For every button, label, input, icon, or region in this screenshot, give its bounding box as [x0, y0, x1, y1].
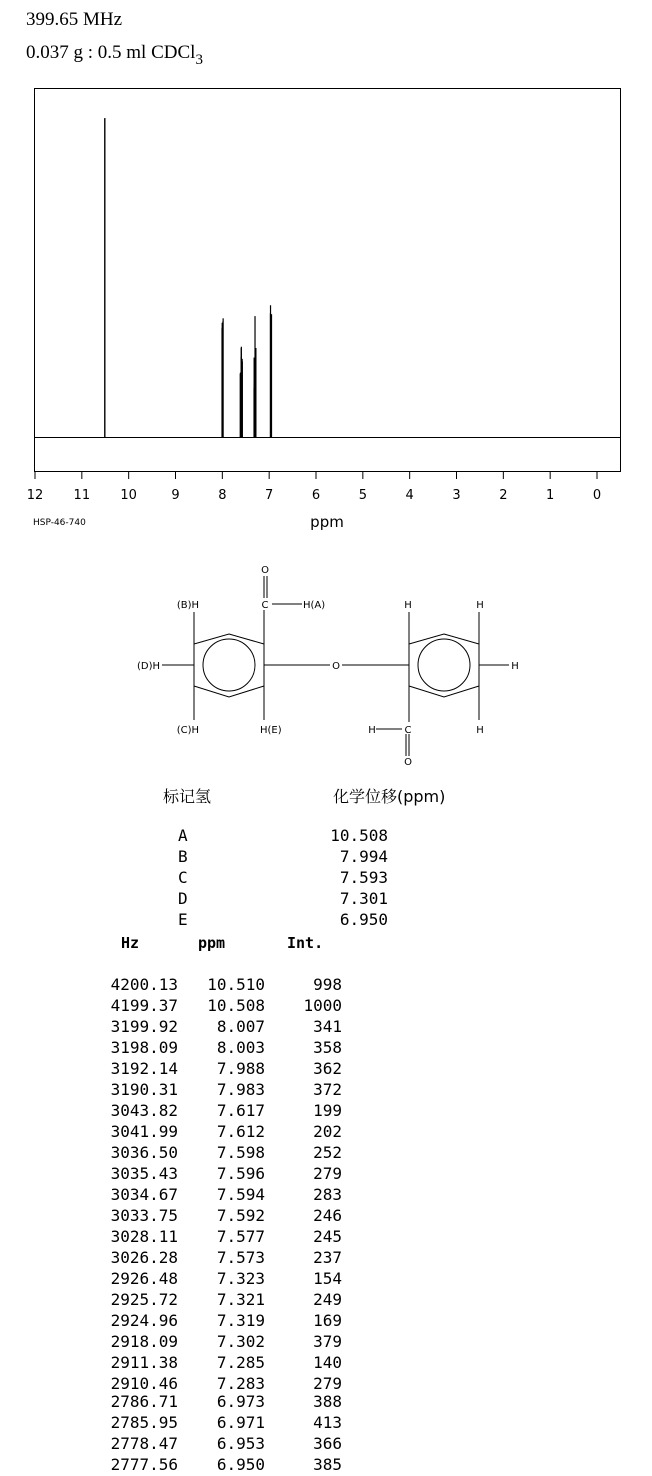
assignment-shift: 6.950: [339, 910, 388, 929]
peak-hz: 3036.50: [110, 1143, 178, 1162]
left-benzene-ring: [194, 634, 264, 697]
peak-row: [0, 1434, 652, 1455]
peak-ppm: 7.596: [216, 1164, 265, 1183]
atom-h-right-1: H: [404, 600, 412, 611]
assignment-shift: 10.508: [330, 826, 388, 845]
peak-row: [0, 1455, 652, 1476]
x-tick-label: 9: [171, 488, 180, 503]
x-tick-label: 1: [546, 488, 555, 503]
peak-int: 372: [313, 1080, 342, 1099]
peak-row: [0, 1143, 652, 1164]
x-tick-label: 7: [265, 488, 274, 503]
atom-c-bottom: C: [404, 725, 412, 736]
atom-h-aldehyde: H: [368, 725, 376, 736]
atom-h-a: H(A): [303, 600, 326, 611]
peak-row: [0, 1311, 652, 1332]
peak-int: 237: [313, 1248, 342, 1267]
peak-ppm: 6.953: [216, 1434, 265, 1453]
atom-h-right-4: H: [476, 725, 484, 736]
peak-ppm: 7.983: [216, 1080, 265, 1099]
peak-int: 379: [313, 1332, 342, 1351]
peak-ppm: 7.323: [216, 1269, 265, 1288]
x-tick-label: 3: [452, 488, 461, 503]
right-ring-aromatic-circle: [418, 639, 470, 691]
peak-int: 154: [313, 1269, 342, 1288]
atom-o-top: O: [261, 565, 269, 576]
x-tick-label: 6: [311, 488, 321, 503]
peak-hz: 3198.09: [110, 1038, 178, 1057]
atom-h-b: (B)H: [176, 600, 199, 611]
peak-int: 169: [313, 1311, 342, 1330]
peak-hz: 2777.56: [110, 1455, 178, 1474]
peak-hz: 3034.67: [110, 1185, 178, 1204]
peak-ppm: 7.302: [216, 1332, 265, 1351]
peak-hz: 2778.47: [110, 1434, 178, 1453]
peak-row: [0, 1269, 652, 1290]
peak-row: [0, 1185, 652, 1206]
assignment-row: [0, 847, 652, 868]
x-axis-label: ppm: [310, 513, 344, 531]
peak-hz: 2925.72: [110, 1290, 178, 1309]
assignment-shift: 7.593: [339, 868, 388, 887]
peak-int: 362: [313, 1059, 342, 1078]
peak-row: [0, 1413, 652, 1434]
x-tick-label: 0: [592, 488, 602, 503]
peak-hz: 3192.14: [110, 1059, 178, 1078]
peak-ppm: 7.285: [216, 1353, 265, 1372]
catalog-id: HSP-46-740: [33, 518, 86, 528]
peak-ppm: 6.950: [216, 1455, 265, 1474]
peak-ppm: 10.510: [207, 975, 265, 994]
peak-ppm: 7.573: [216, 1248, 265, 1267]
peak-ppm: 7.988: [216, 1059, 265, 1078]
peak-hz: 4200.13: [110, 975, 178, 994]
atom-h-right-2: H: [476, 600, 484, 611]
peak-hz: 2910.46: [110, 1374, 178, 1393]
peak-ppm: 7.617: [216, 1101, 265, 1120]
x-tick-label: 11: [73, 488, 91, 503]
peak-int: 202: [313, 1122, 342, 1141]
peak-row: [0, 996, 652, 1017]
peak-hz: 3190.31: [110, 1080, 178, 1099]
peak-int: 413: [313, 1413, 342, 1432]
peak-hz: 2911.38: [110, 1353, 178, 1372]
peak-row: [0, 1227, 652, 1248]
peak-hz: 2924.96: [110, 1311, 178, 1330]
atom-c-top: C: [261, 600, 269, 611]
spectrometer-frequency: 399.65 MHz: [26, 9, 123, 30]
peak-hz: 3033.75: [110, 1206, 178, 1225]
peak-hz: 2785.95: [110, 1413, 178, 1432]
peak-int: 341: [313, 1017, 342, 1036]
x-tick-label: 12: [26, 488, 44, 503]
peak-int: 388: [313, 1392, 342, 1411]
peak-int: 249: [313, 1290, 342, 1309]
assignment-header-shift: 化学位移(ppm): [333, 787, 446, 806]
peak-hz: 3041.99: [110, 1122, 178, 1141]
peak-hz: 3035.43: [110, 1164, 178, 1183]
peak-hz: 3043.82: [110, 1101, 178, 1120]
x-tick-label: 8: [218, 488, 227, 503]
x-tick-label: 4: [405, 488, 414, 503]
peak-row: [0, 1122, 652, 1143]
peak-row: [0, 1332, 652, 1353]
peak-row: [0, 1080, 652, 1101]
x-tick-label: 2: [499, 488, 508, 503]
peak-hz: 3026.28: [110, 1248, 178, 1267]
atom-h-d: (D)H: [136, 661, 160, 672]
peak-row: [0, 1017, 652, 1038]
assignment-label: C: [178, 868, 188, 887]
peak-ppm: 10.508: [207, 996, 265, 1015]
peak-ppm: 7.319: [216, 1311, 265, 1330]
peak-ppm: 7.592: [216, 1206, 265, 1225]
peak-table-header-ppm: ppm: [198, 934, 226, 952]
left-ring-aromatic-circle: [203, 639, 255, 691]
peak-row: [0, 1290, 652, 1311]
assignment-header-label: 标记氢: [163, 787, 212, 806]
peak-ppm: 7.321: [216, 1290, 265, 1309]
assignment-shift: 7.994: [339, 847, 388, 866]
peak-int: 1000: [303, 996, 342, 1015]
atom-h-c: (C)H: [176, 725, 199, 736]
assignment-label: A: [178, 826, 188, 845]
peak-row: [0, 1248, 652, 1269]
peak-hz: 3028.11: [110, 1227, 178, 1246]
peak-row: [0, 975, 652, 996]
peak-ppm: 7.577: [216, 1227, 265, 1246]
atom-o-bridge: O: [332, 661, 340, 672]
peak-hz: 3199.92: [110, 1017, 178, 1036]
peak-row: [0, 1206, 652, 1227]
assignment-row: [0, 889, 652, 910]
sample-text: 0.037 g : 0.5 ml CDCl: [26, 42, 196, 63]
right-benzene-ring: [409, 634, 479, 697]
assignment-shift: 7.301: [339, 889, 388, 908]
peak-table-header-hz: Hz: [121, 934, 140, 952]
peak-ppm: 7.283: [216, 1374, 265, 1393]
peak-int: 245: [313, 1227, 342, 1246]
peak-int: 246: [313, 1206, 342, 1225]
peak-ppm: 7.612: [216, 1122, 265, 1141]
peak-int: 252: [313, 1143, 342, 1162]
peak-int: 366: [313, 1434, 342, 1453]
peak-int: 998: [313, 975, 342, 994]
peak-ppm: 7.598: [216, 1143, 265, 1162]
peak-ppm: 6.971: [216, 1413, 265, 1432]
peak-hz: 2918.09: [110, 1332, 178, 1351]
assignment-row: [0, 826, 652, 847]
peak-ppm: 8.007: [216, 1017, 265, 1036]
peak-ppm: 7.594: [216, 1185, 265, 1204]
assignment-label: B: [178, 847, 188, 866]
assignment-row: [0, 910, 652, 931]
assignment-label: D: [178, 889, 188, 908]
peak-int: 279: [313, 1164, 342, 1183]
peak-int: 283: [313, 1185, 342, 1204]
peak-row: [0, 1101, 652, 1122]
sample-subscript: 3: [195, 52, 203, 68]
peak-hz: 2786.71: [110, 1392, 178, 1411]
peak-table-header-int: Int.: [287, 934, 324, 952]
peak-row: [0, 1392, 652, 1413]
peak-int: 385: [313, 1455, 342, 1474]
peak-int: 358: [313, 1038, 342, 1057]
peak-int: 279: [313, 1374, 342, 1393]
peak-row: [0, 1059, 652, 1080]
peak-hz: 2926.48: [110, 1269, 178, 1288]
peak-row: [0, 1353, 652, 1374]
atom-h-e: H(E): [260, 725, 282, 736]
atom-o-bottom: O: [404, 757, 412, 768]
peak-row: [0, 1038, 652, 1059]
peak-hz: 4199.37: [110, 996, 178, 1015]
peak-int: 140: [313, 1353, 342, 1372]
assignment-row: [0, 868, 652, 889]
atom-h-right-3: H: [511, 661, 519, 672]
peak-ppm: 6.973: [216, 1392, 265, 1411]
x-tick-label: 10: [120, 488, 137, 503]
peak-ppm: 8.003: [216, 1038, 265, 1057]
assignment-label: E: [178, 910, 188, 929]
peak-int: 199: [313, 1101, 342, 1120]
peak-row: [0, 1164, 652, 1185]
x-tick-label: 5: [358, 488, 367, 503]
